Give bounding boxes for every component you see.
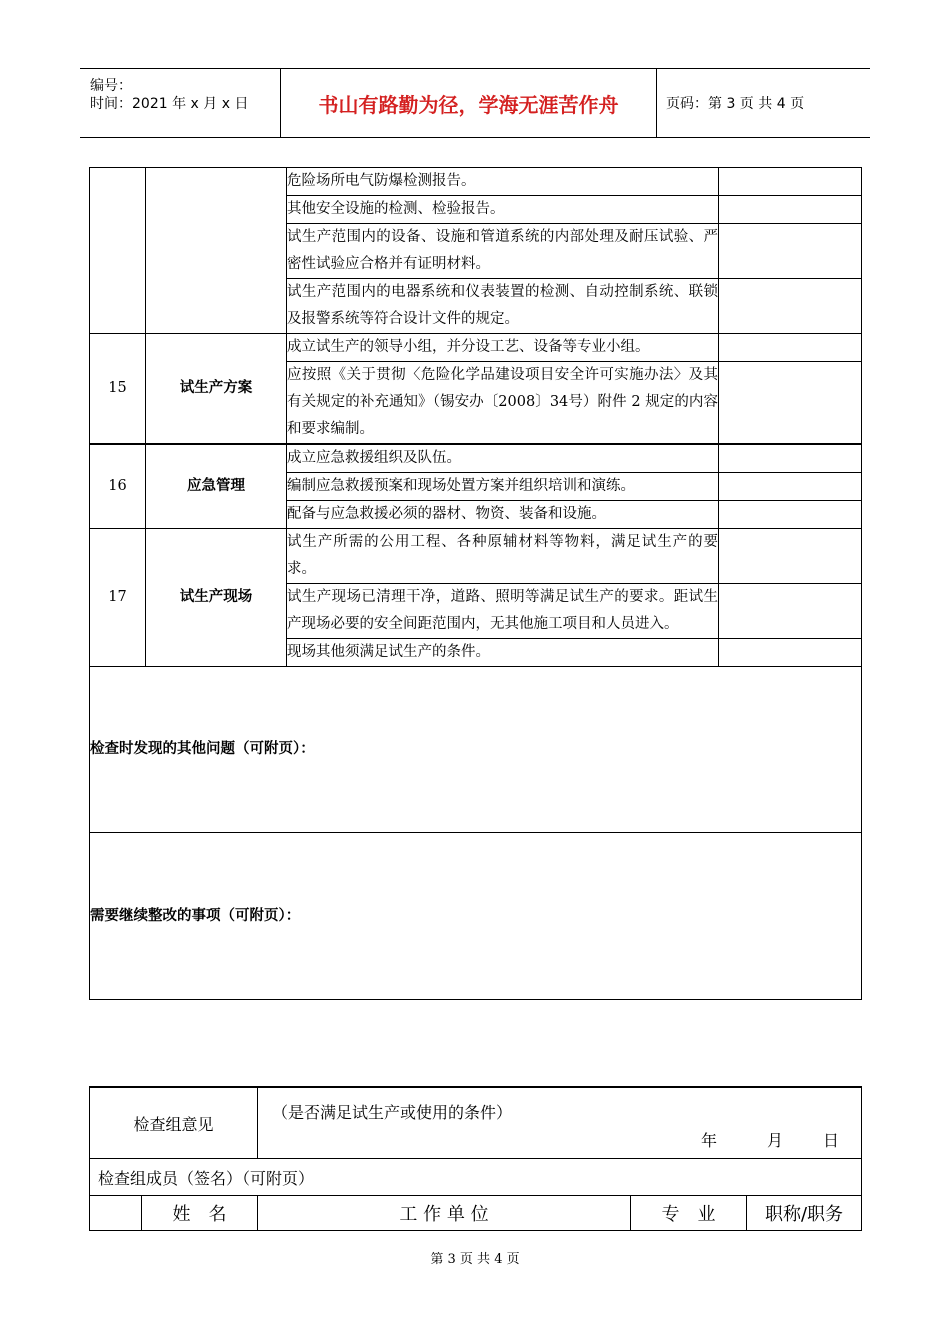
result-cell[interactable] <box>719 362 862 445</box>
check-item: 试生产现场已清理干净，道路、照明等满足试生产的要求。距试生产现场必要的安全间距范围内，无其他施工项目和人员进入。 <box>287 584 719 639</box>
month-label: 月 <box>767 1131 784 1150</box>
result-cell[interactable] <box>719 334 862 362</box>
other-issues-label: 检查时发现的其他问题（可附页）： <box>90 741 315 757</box>
rectify-label: 需要继续整改的事项（可附页）： <box>90 907 301 924</box>
result-cell[interactable] <box>719 473 862 501</box>
result-cell[interactable] <box>719 279 862 334</box>
item-category-cell <box>146 168 287 334</box>
result-cell[interactable] <box>719 224 862 279</box>
document-header <box>80 68 870 138</box>
check-item: 试生产范围内的设备、设施和管道系统的内部处理及耐压试验、严密性试验应合格并有证明材料。 <box>287 224 719 279</box>
date-line <box>701 1128 839 1151</box>
result-cell[interactable] <box>719 196 862 224</box>
opinion-label: 检查组意见 <box>90 1087 258 1159</box>
result-cell[interactable] <box>719 584 862 639</box>
item-number-cell: 17 <box>90 529 146 667</box>
opinion-row <box>90 1087 862 1159</box>
result-cell[interactable] <box>719 501 862 529</box>
number-label: 编号： <box>90 78 132 94</box>
page-indicator: 页码：第 3 页 共 4 页 <box>666 96 805 112</box>
result-cell[interactable] <box>719 168 862 196</box>
result-cell[interactable] <box>719 529 862 584</box>
check-item: 配备与应急救援必须的器材、物资、装备和设施。 <box>287 501 719 529</box>
col-title-header: 职称/职务 <box>747 1196 862 1231</box>
col-unit-header: 工 作 单 位 <box>258 1196 631 1231</box>
check-item: 其他安全设施的检测、检验报告。 <box>287 196 719 224</box>
result-cell[interactable] <box>719 639 862 667</box>
check-item: 编制应急救援预案和现场处置方案并组织培训和演练。 <box>287 473 719 501</box>
table-row <box>90 444 862 473</box>
members-label-row <box>90 1159 862 1196</box>
opinion-hint: （是否满足试生产或使用的条件） <box>272 1103 513 1122</box>
check-item: 现场其他须满足试生产的条件。 <box>287 639 719 667</box>
check-item: 试生产范围内的电器系统和仪表装置的检测、自动控制系统、联锁及报警系统等符合设计文件的规定。 <box>287 279 719 334</box>
rectify-box[interactable] <box>90 833 862 1000</box>
header-left-cell <box>80 69 280 137</box>
col-name-header: 姓 名 <box>142 1196 258 1231</box>
check-item: 成立应急救援组织及队伍。 <box>287 444 719 473</box>
other-issues-row <box>90 667 862 833</box>
day-label: 日 <box>823 1131 840 1150</box>
motto-banner: 书山有路勤为径，学海无涯苦作舟 <box>280 69 657 137</box>
year-label: 年 <box>700 1131 717 1150</box>
other-issues-box[interactable] <box>90 667 862 833</box>
check-item: 试生产所需的公用工程、各种原辅材料等物料，满足试生产的要求。 <box>287 529 719 584</box>
members-header-row <box>90 1196 862 1231</box>
item-number-cell <box>90 168 146 334</box>
result-cell[interactable] <box>719 444 862 473</box>
time-label: 时间：2021 年 x 月 x 日 <box>90 96 249 112</box>
page-footer: 第 3 页 共 4 页 <box>430 1252 520 1267</box>
opinion-field[interactable] <box>258 1087 862 1159</box>
members-index-header <box>90 1196 142 1231</box>
col-major-header: 专 业 <box>631 1196 747 1231</box>
check-item: 危险场所电气防爆检测报告。 <box>287 168 719 196</box>
checklist-table <box>89 167 862 1000</box>
members-label: 检查组成员（签名）（可附页） <box>90 1159 862 1196</box>
table-row <box>90 529 862 584</box>
check-item: 应按照《关于贯彻〈危险化学品建设项目安全许可实施办法〉及其有关规定的补充通知》（锡安办〔2008〕34号）附件 2 规定的内容和要求编制。 <box>287 362 719 445</box>
item-category-cell: 应急管理 <box>146 444 287 529</box>
check-item: 成立试生产的领导小组，并分设工艺、设备等专业小组。 <box>287 334 719 362</box>
item-category-cell: 试生产现场 <box>146 529 287 667</box>
table-row <box>90 334 862 362</box>
item-number-cell: 15 <box>90 334 146 445</box>
item-category-cell: 试生产方案 <box>146 334 287 445</box>
signoff-table <box>89 1086 862 1231</box>
item-number-cell: 16 <box>90 444 146 529</box>
rectify-row <box>90 833 862 1000</box>
table-row <box>90 168 862 196</box>
